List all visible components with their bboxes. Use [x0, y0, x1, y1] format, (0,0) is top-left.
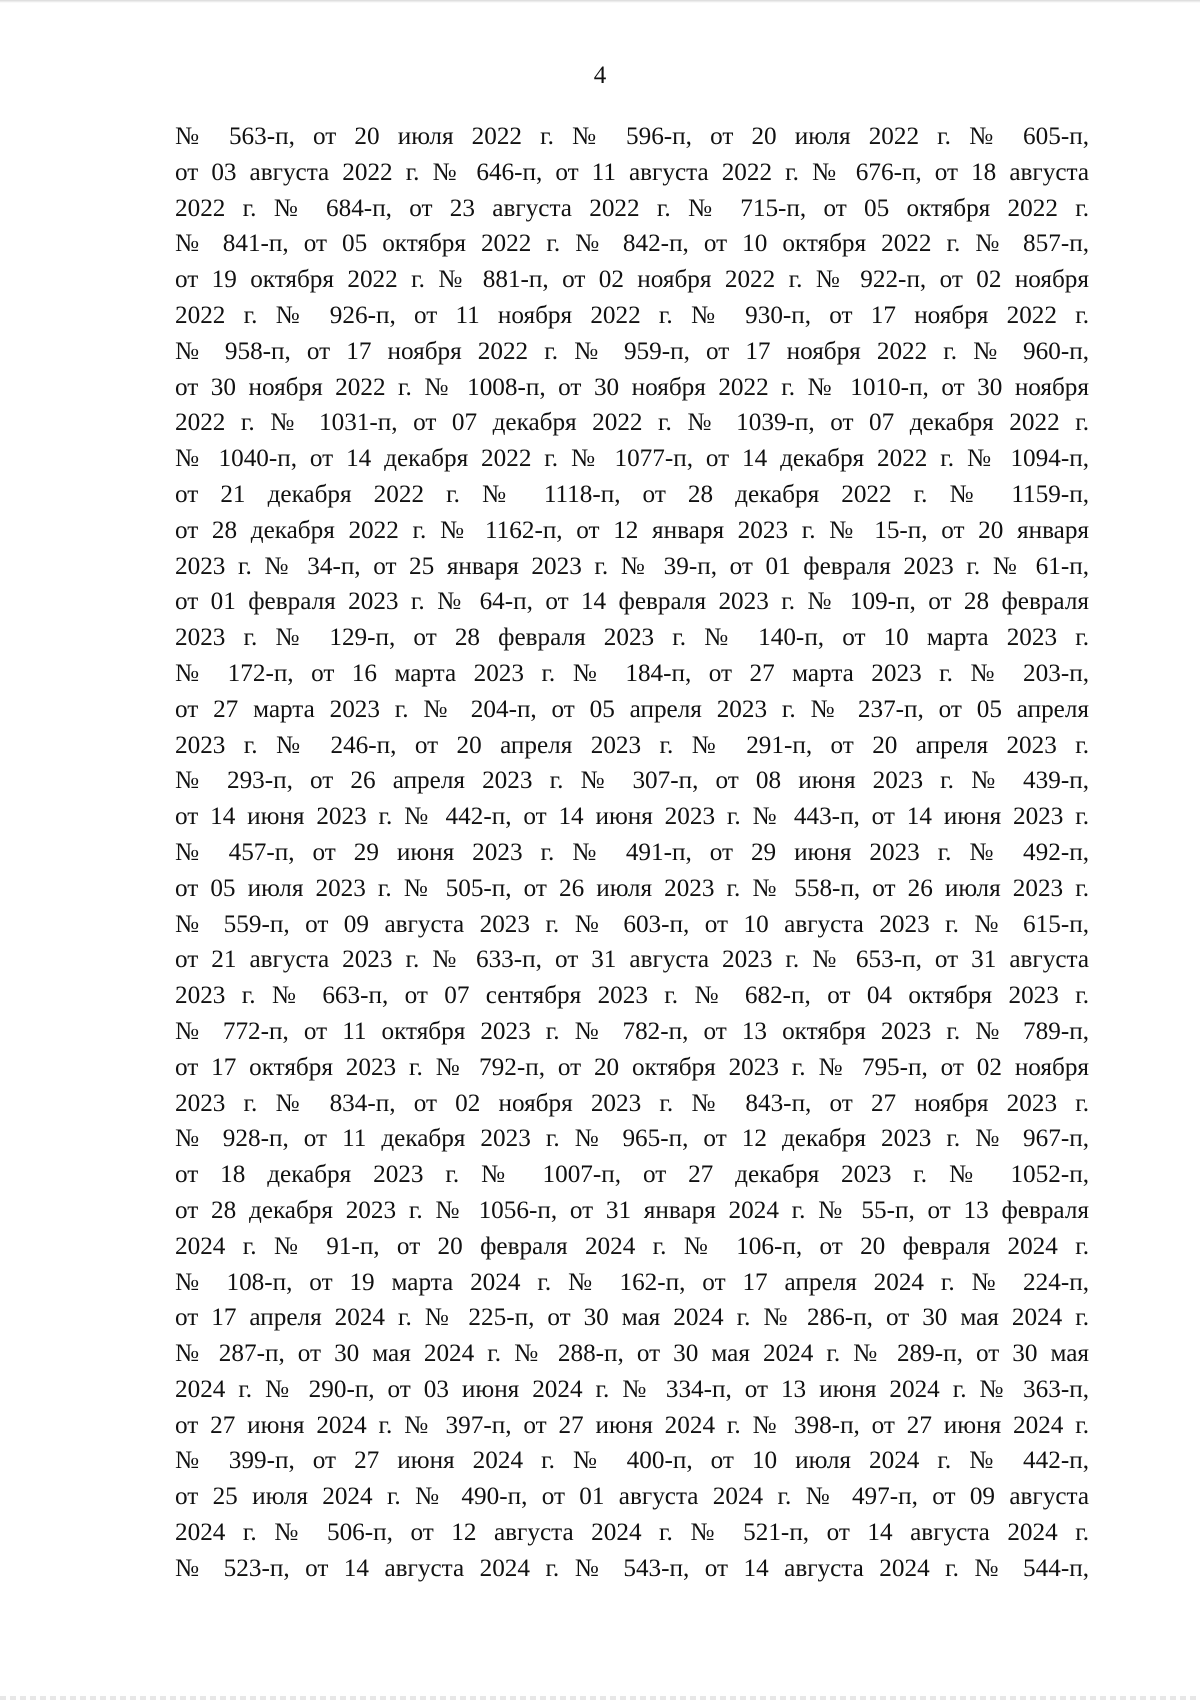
text-line: 2024 г. № 91-п, от 20 февраля 2024 г. № 106-п, от 20 февраля 2024 г. — [175, 1232, 1089, 1260]
text-line: № 958-п, от 17 ноября 2022 г. № 959-п, от 17 ноября 2022 г. № 960-п, — [175, 337, 1089, 365]
text-line: № 559-п, от 09 августа 2023 г. № 603-п, от 10 августа 2023 г. № 615-п, — [175, 910, 1089, 938]
text-line: от 17 апреля 2024 г. № 225-п, от 30 мая 2024 г. № 286-п, от 30 мая 2024 г. — [175, 1304, 1089, 1332]
text-line: от 17 октября 2023 г. № 792-п, от 20 октября 2023 г. № 795-п, от 02 ноября — [175, 1053, 1089, 1081]
text-line: 2023 г. № 663-п, от 07 сентября 2023 г. № 682-п, от 04 октября 2023 г. — [175, 982, 1089, 1010]
text-line: № 287-п, от 30 мая 2024 г. № 288-п, от 30 мая 2024 г. № 289-п, от 30 мая — [175, 1340, 1089, 1368]
scan-edge-top — [0, 0, 1200, 3]
text-line: № 1040-п, от 14 декабря 2022 г. № 1077-п, от 14 декабря 2022 г. № 1094-п, — [175, 445, 1089, 473]
text-line: 2024 г. № 506-п, от 12 августа 2024 г. № 521-п, от 14 августа 2024 г. — [175, 1519, 1089, 1547]
text-line: № 928-п, от 11 декабря 2023 г. № 965-п, от 12 декабря 2023 г. № 967-п, — [175, 1125, 1089, 1153]
text-line: от 21 декабря 2022 г. № 1118-п, от 28 декабря 2022 г. № 1159-п, — [175, 480, 1089, 508]
text-line: 2022 г. № 1031-п, от 07 декабря 2022 г. № 1039-п, от 07 декабря 2022 г. — [175, 409, 1089, 437]
text-line: № 457-п, от 29 июня 2023 г. № 491-п, от 29 июня 2023 г. № 492-п, — [175, 838, 1089, 866]
text-line: № 293-п, от 26 апреля 2023 г. № 307-п, от 08 июня 2023 г. № 439-п, — [175, 767, 1089, 795]
text-line: от 25 июля 2024 г. № 490-п, от 01 августа 2024 г. № 497-п, от 09 августа — [175, 1483, 1089, 1511]
text-line: 2023 г. № 129-п, от 28 февраля 2023 г. № 140-п, от 10 марта 2023 г. — [175, 624, 1089, 652]
text-line: от 21 августа 2023 г. № 633-п, от 31 августа 2023 г. № 653-п, от 31 августа — [175, 946, 1089, 974]
text-line: № 523-п, от 14 августа 2024 г. № 543-п, от 14 августа 2024 г. № 544-п, — [175, 1554, 1089, 1582]
page-number: 4 — [593, 62, 607, 89]
text-line: от 28 декабря 2022 г. № 1162-п, от 12 января 2023 г. № 15-п, от 20 января — [175, 516, 1089, 544]
body-text — [175, 119, 1089, 1587]
text-line: от 05 июля 2023 г. № 505-п, от 26 июля 2023 г. № 558-п, от 26 июля 2023 г. — [175, 874, 1089, 902]
text-line: № 563-п, от 20 июля 2022 г. № 596-п, от 20 июля 2022 г. № 605-п, — [175, 123, 1089, 150]
text-line: 2022 г. № 926-п, от 11 ноября 2022 г. № 930-п, от 17 ноября 2022 г. — [175, 301, 1089, 329]
text-line: 2023 г. № 246-п, от 20 апреля 2023 г. № 291-п, от 20 апреля 2023 г. — [175, 731, 1089, 759]
text-line: № 772-п, от 11 октября 2023 г. № 782-п, от 13 октября 2023 г. № 789-п, — [175, 1017, 1089, 1045]
text-line: № 172-п, от 16 марта 2023 г. № 184-п, от 27 марта 2023 г. № 203-п, — [175, 659, 1089, 687]
text-line: от 03 августа 2022 г. № 646-п, от 11 августа 2022 г. № 676-п, от 18 августа — [175, 158, 1089, 186]
text-line: от 27 марта 2023 г. № 204-п, от 05 апреля 2023 г. № 237-п, от 05 апреля — [175, 695, 1089, 723]
text-line: от 01 февраля 2023 г. № 64-п, от 14 февраля 2023 г. № 109-п, от 28 февраля — [175, 588, 1089, 616]
text-line: от 18 декабря 2023 г. № 1007-п, от 27 декабря 2023 г. № 1052-п, — [175, 1161, 1089, 1189]
text-line: 2023 г. № 34-п, от 25 января 2023 г. № 39-п, от 01 февраля 2023 г. № 61-п, — [175, 552, 1089, 580]
text-line: от 14 июня 2023 г. № 442-п, от 14 июня 2023 г. № 443-п, от 14 июня 2023 г. — [175, 803, 1089, 831]
text-line: от 28 декабря 2023 г. № 1056-п, от 31 января 2024 г. № 55-п, от 13 февраля — [175, 1196, 1089, 1224]
text-line: № 108-п, от 19 марта 2024 г. № 162-п, от 17 апреля 2024 г. № 224-п, — [175, 1268, 1089, 1296]
text-line: 2024 г. № 290-п, от 03 июня 2024 г. № 334-п, от 13 июня 2024 г. № 363-п, — [175, 1375, 1089, 1403]
text-line: 2022 г. № 684-п, от 23 августа 2022 г. № 715-п, от 05 октября 2022 г. — [175, 194, 1089, 222]
text-line: № 841-п, от 05 октября 2022 г. № 842-п, от 10 октября 2022 г. № 857-п, — [175, 230, 1089, 258]
text-line: от 19 октября 2022 г. № 881-п, от 02 ноября 2022 г. № 922-п, от 02 ноября — [175, 266, 1089, 294]
text-line: от 27 июня 2024 г. № 397-п, от 27 июня 2024 г. № 398-п, от 27 июня 2024 г. — [175, 1411, 1089, 1439]
scan-edge-bottom — [0, 1696, 1200, 1700]
text-line: от 30 ноября 2022 г. № 1008-п, от 30 ноября 2022 г. № 1010-п, от 30 ноября — [175, 373, 1089, 401]
text-line: № 399-п, от 27 июня 2024 г. № 400-п, от 10 июля 2024 г. № 442-п, — [175, 1447, 1089, 1475]
text-line: 2023 г. № 834-п, от 02 ноября 2023 г. № 843-п, от 27 ноября 2023 г. — [175, 1089, 1089, 1117]
